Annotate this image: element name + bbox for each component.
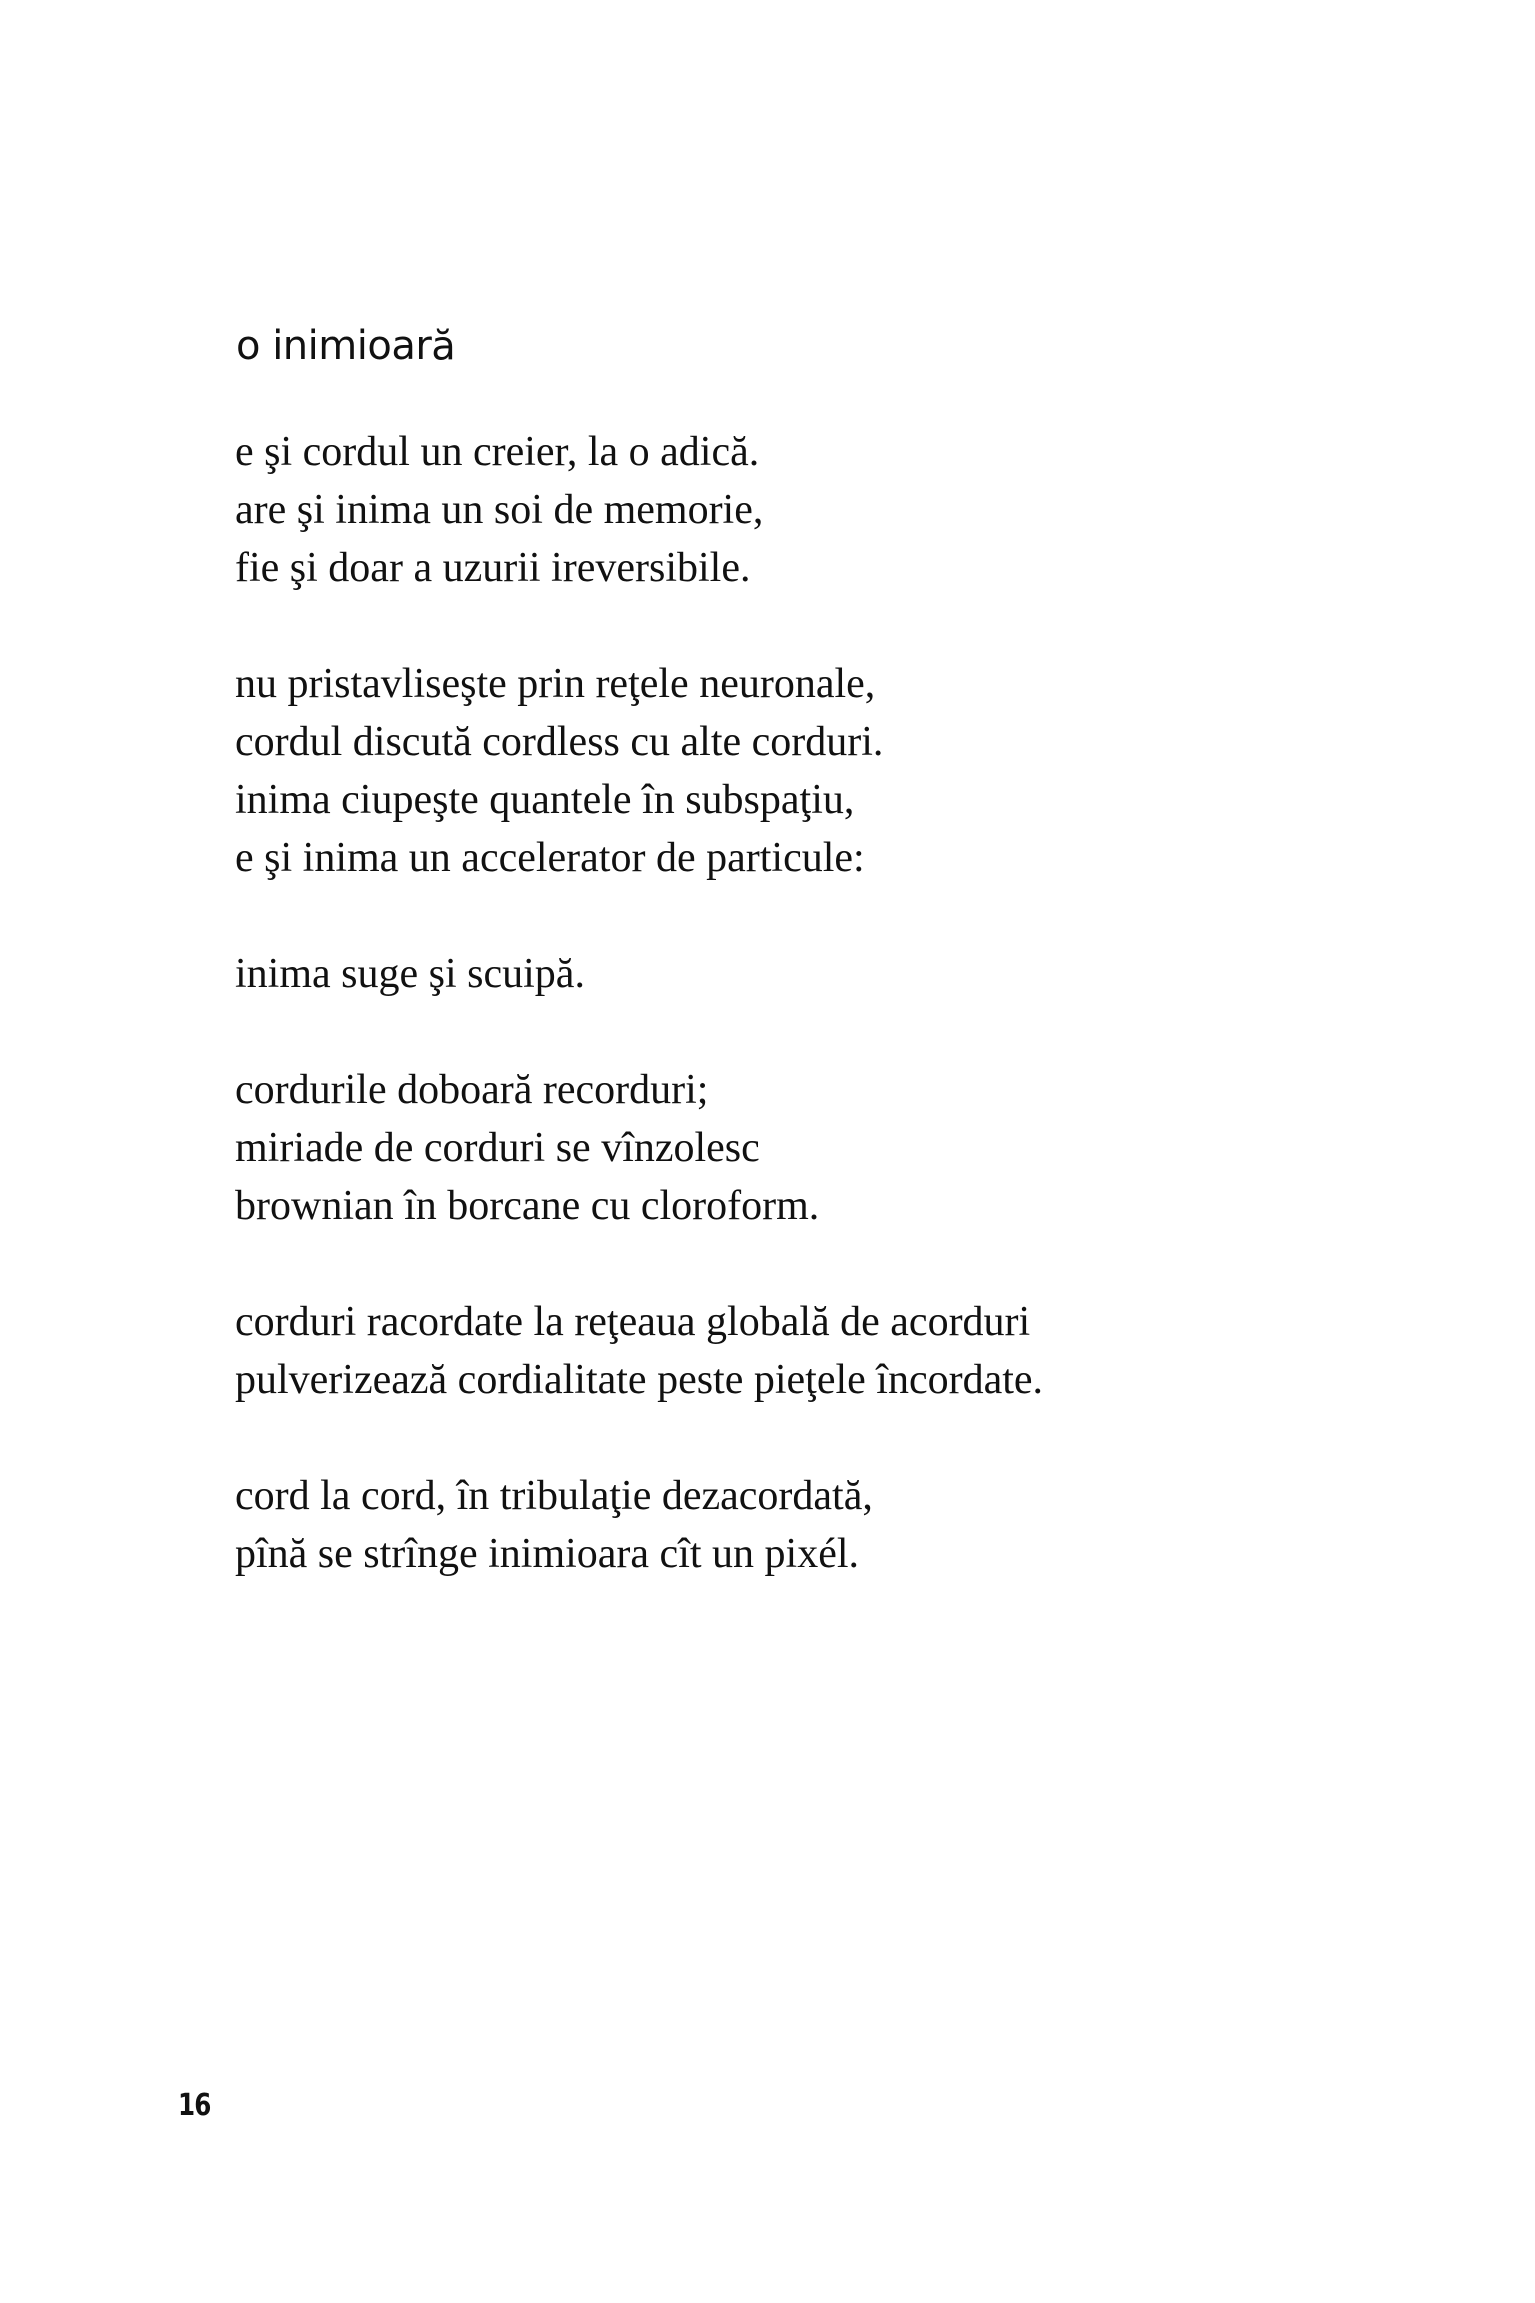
poem-line: inima suge şi scuipă. — [235, 951, 585, 997]
stanza-2 — [235, 655, 1335, 887]
poem-line: e şi inima un accelerator de particule: — [235, 835, 865, 881]
poem-line: miriade de corduri se vînzolesc — [235, 1125, 760, 1171]
poem-line: cordul discută cordless cu alte corduri. — [235, 719, 884, 765]
poem-line: cordurile doboară recorduri; — [235, 1067, 709, 1113]
poem-line: nu pristavliseşte prin reţele neuronale, — [235, 661, 876, 707]
stanza-3 — [235, 945, 1335, 1003]
stanza-5 — [235, 1293, 1335, 1409]
poem-body — [235, 423, 1335, 1641]
stanza-4 — [235, 1061, 1335, 1235]
poem-line: pulverizează cordialitate peste pieţele încordate. — [235, 1357, 1044, 1403]
poem-line: brownian în borcane cu cloroform. — [235, 1183, 820, 1229]
poem-line: are şi inima un soi de memorie, — [235, 487, 764, 533]
stanza-1 — [235, 423, 1335, 597]
page-number: 16 — [178, 2088, 211, 2123]
poem-line: pînă se strînge inimioara cît un pixél. — [235, 1531, 860, 1577]
poem-title: o inimioară — [236, 323, 456, 369]
poem-line: inima ciupeşte quantele în subspaţiu, — [235, 777, 855, 823]
stanza-6 — [235, 1467, 1335, 1583]
poem-line: corduri racordate la reţeaua globală de acorduri — [235, 1299, 1031, 1345]
poem-line: fie şi doar a uzurii ireversibile. — [235, 545, 751, 591]
poem-line: cord la cord, în tribulaţie dezacordată, — [235, 1473, 873, 1519]
poem-line: e şi cordul un creier, la o adică. — [235, 429, 760, 475]
